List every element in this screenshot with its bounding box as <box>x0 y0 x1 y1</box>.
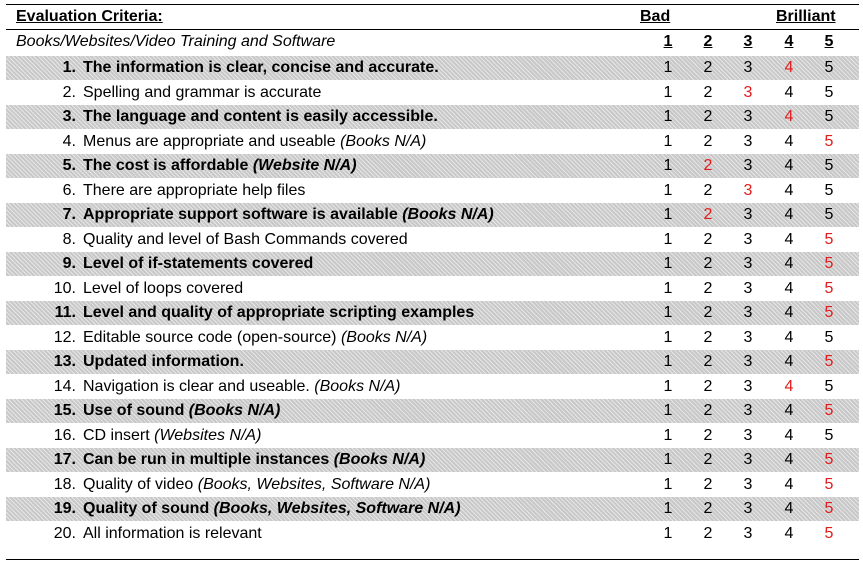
criterion-text <box>83 206 494 224</box>
score-option-3: 3 <box>743 304 753 321</box>
table-row <box>6 104 859 129</box>
score-option-5: 5 <box>824 353 834 370</box>
criterion-label: Editable source code (open-source) <box>83 328 337 346</box>
score-option-2: 2 <box>703 206 713 223</box>
table-row <box>6 374 859 399</box>
score-option-1: 1 <box>663 328 673 346</box>
table-row <box>6 447 859 472</box>
score-option-4: 4 <box>784 377 794 395</box>
score-option-4: 4 <box>784 59 794 76</box>
score-option-2: 2 <box>703 402 713 419</box>
score-option-5: 5 <box>824 157 834 174</box>
criterion-number: 15. <box>53 402 76 419</box>
score-option-4: 4 <box>784 524 794 542</box>
score-option-1: 1 <box>663 524 673 542</box>
table-row <box>6 202 859 227</box>
table-row <box>6 55 859 80</box>
criterion-text <box>83 402 280 420</box>
score-option-2: 2 <box>703 377 713 395</box>
score-option-2: 2 <box>703 304 713 321</box>
criterion-label: Can be run in multiple instances <box>83 451 330 468</box>
criterion-label: Level of if-statements covered <box>83 255 314 272</box>
score-option-1: 1 <box>663 500 673 517</box>
score-option-3: 3 <box>743 377 753 395</box>
criterion-label: Quality of sound <box>83 500 210 517</box>
score-option-1: 1 <box>663 132 673 150</box>
score-option-3: 3 <box>743 83 753 101</box>
scale-header-3: 3 <box>743 33 753 50</box>
criterion-text <box>83 59 439 77</box>
score-option-5: 5 <box>824 500 834 517</box>
score-option-4: 4 <box>784 108 794 125</box>
criterion-note: (Books N/A) <box>188 402 281 419</box>
scale-header-5: 5 <box>824 33 834 50</box>
score-option-1: 1 <box>663 83 673 101</box>
table-row <box>6 398 859 423</box>
score-option-4: 4 <box>784 475 794 493</box>
score-option-2: 2 <box>703 524 713 542</box>
score-option-1: 1 <box>663 402 673 419</box>
criterion-text <box>83 427 261 445</box>
criterion-number: 9. <box>62 255 76 272</box>
score-option-4: 4 <box>784 500 794 517</box>
score-option-5: 5 <box>824 59 834 76</box>
criterion-label: Quality of video <box>83 475 194 493</box>
score-option-4: 4 <box>784 426 794 444</box>
criterion-text <box>83 182 305 200</box>
score-option-1: 1 <box>663 59 673 76</box>
criterion-note: (Books N/A) <box>314 377 401 395</box>
score-option-2: 2 <box>703 328 713 346</box>
score-option-4: 4 <box>784 255 794 272</box>
score-option-5: 5 <box>824 426 834 444</box>
criterion-number: 20. <box>53 524 76 542</box>
table-row <box>6 80 859 105</box>
criterion-text <box>83 353 244 371</box>
table-row <box>6 496 859 521</box>
criteria-list <box>6 55 859 545</box>
criterion-number: 12. <box>53 328 76 346</box>
criterion-text <box>83 500 461 518</box>
score-option-1: 1 <box>663 157 673 174</box>
criterion-text <box>83 451 425 469</box>
criterion-number: 11. <box>54 304 76 321</box>
scale-header-4: 4 <box>784 33 794 50</box>
criterion-number: 10. <box>53 279 76 297</box>
criterion-label: Menus are appropriate and useable <box>83 132 336 150</box>
criterion-label: Quality and level of Bash Commands covered <box>83 230 408 248</box>
score-option-3: 3 <box>743 157 753 174</box>
bad-label: Bad <box>640 8 671 25</box>
score-option-2: 2 <box>703 132 713 150</box>
score-option-5: 5 <box>824 451 834 468</box>
table-row <box>6 300 859 325</box>
evaluation-table <box>6 4 859 560</box>
criterion-number: 6. <box>62 181 76 199</box>
score-option-3: 3 <box>743 230 753 248</box>
criterion-note: (Books, Websites, Software N/A) <box>213 500 461 517</box>
criterion-number: 17. <box>53 451 76 468</box>
table-row <box>6 251 859 276</box>
score-option-5: 5 <box>824 402 834 419</box>
criterion-text <box>83 476 430 494</box>
criterion-text <box>83 280 243 298</box>
score-option-5: 5 <box>824 475 834 493</box>
score-option-5: 5 <box>824 279 834 297</box>
score-option-5: 5 <box>824 206 834 223</box>
score-option-1: 1 <box>663 230 673 248</box>
criterion-number: 5. <box>62 157 76 174</box>
score-option-2: 2 <box>703 181 713 199</box>
score-option-4: 4 <box>784 402 794 419</box>
table-row <box>6 349 859 374</box>
score-option-1: 1 <box>663 181 673 199</box>
score-option-4: 4 <box>784 206 794 223</box>
scale-header-2: 2 <box>703 33 713 50</box>
score-option-2: 2 <box>703 255 713 272</box>
scale-header-1: 1 <box>663 33 673 50</box>
criterion-note: (Website N/A) <box>252 157 357 174</box>
score-option-5: 5 <box>824 524 834 542</box>
criterion-label: The cost is affordable <box>83 157 249 174</box>
score-option-2: 2 <box>703 451 713 468</box>
score-option-3: 3 <box>743 524 753 542</box>
table-row <box>6 325 859 350</box>
score-option-1: 1 <box>663 108 673 125</box>
criterion-note: (Books, Websites, Software N/A) <box>197 475 431 493</box>
score-option-1: 1 <box>663 304 673 321</box>
criterion-number: 16. <box>53 426 76 444</box>
score-option-3: 3 <box>743 59 753 76</box>
criterion-note: (Websites N/A) <box>154 426 262 444</box>
criterion-text <box>83 525 262 543</box>
table-row <box>6 178 859 203</box>
criterion-text <box>83 231 408 249</box>
score-option-4: 4 <box>784 157 794 174</box>
score-option-2: 2 <box>703 475 713 493</box>
criterion-label: There are appropriate help files <box>83 181 306 199</box>
score-option-5: 5 <box>824 181 834 199</box>
criterion-text <box>83 108 438 126</box>
score-option-4: 4 <box>784 83 794 101</box>
score-option-2: 2 <box>703 353 713 370</box>
criterion-number: 7. <box>62 206 76 223</box>
score-option-4: 4 <box>784 353 794 370</box>
score-option-3: 3 <box>743 353 753 370</box>
score-option-2: 2 <box>703 500 713 517</box>
criterion-number: 18. <box>53 475 76 493</box>
score-option-3: 3 <box>743 451 753 468</box>
score-option-1: 1 <box>663 353 673 370</box>
score-option-5: 5 <box>824 304 834 321</box>
score-option-3: 3 <box>743 108 753 125</box>
header-row-2 <box>6 30 859 54</box>
score-option-4: 4 <box>784 304 794 321</box>
criterion-number: 2. <box>62 83 76 101</box>
criterion-label: The information is clear, concise and accurate. <box>83 59 439 76</box>
score-option-1: 1 <box>663 426 673 444</box>
score-option-3: 3 <box>743 255 753 272</box>
criterion-number: 3. <box>62 108 76 125</box>
criterion-note: (Books N/A) <box>402 206 494 223</box>
criterion-note: (Books N/A) <box>333 451 426 468</box>
criterion-text <box>83 133 426 151</box>
criterion-text <box>83 255 313 273</box>
score-option-1: 1 <box>663 451 673 468</box>
score-option-5: 5 <box>824 108 834 125</box>
score-option-1: 1 <box>663 475 673 493</box>
criterion-number: 19. <box>53 500 76 517</box>
criterion-label: Level and quality of appropriate scripting examples <box>83 304 475 321</box>
score-option-2: 2 <box>703 108 713 125</box>
criterion-number: 13. <box>53 353 76 370</box>
score-option-3: 3 <box>743 402 753 419</box>
score-option-5: 5 <box>824 230 834 248</box>
score-option-3: 3 <box>743 206 753 223</box>
score-option-3: 3 <box>743 328 753 346</box>
brilliant-label: Brilliant <box>776 8 836 25</box>
score-option-4: 4 <box>784 181 794 199</box>
criterion-label: All information is relevant <box>83 524 262 542</box>
score-option-5: 5 <box>824 377 834 395</box>
table-row <box>6 227 859 252</box>
criterion-label: The language and content is easily accessible. <box>83 108 438 125</box>
criterion-label: Level of loops covered <box>83 279 244 297</box>
score-option-4: 4 <box>784 230 794 248</box>
score-option-3: 3 <box>743 279 753 297</box>
criterion-text <box>83 157 357 175</box>
criterion-text <box>83 304 474 322</box>
score-option-3: 3 <box>743 500 753 517</box>
criterion-label: Spelling and grammar is accurate <box>83 83 322 101</box>
score-option-5: 5 <box>824 328 834 346</box>
table-title: Evaluation Criteria: <box>16 8 163 25</box>
criterion-note: (Books N/A) <box>340 328 428 346</box>
criterion-label: Appropriate support software is available <box>83 206 398 223</box>
score-option-4: 4 <box>784 451 794 468</box>
criterion-text <box>83 329 427 347</box>
criterion-number: 1. <box>62 59 76 76</box>
score-option-3: 3 <box>743 475 753 493</box>
score-option-2: 2 <box>703 157 713 174</box>
table-row <box>6 153 859 178</box>
score-option-5: 5 <box>824 132 834 150</box>
criterion-label: Navigation is clear and useable. <box>83 377 310 395</box>
score-option-4: 4 <box>784 328 794 346</box>
table-row <box>6 129 859 154</box>
criterion-label: CD insert <box>83 426 150 444</box>
score-option-4: 4 <box>784 132 794 150</box>
criterion-text <box>83 378 401 396</box>
score-option-2: 2 <box>703 426 713 444</box>
score-option-3: 3 <box>743 181 753 199</box>
score-option-2: 2 <box>703 279 713 297</box>
score-option-1: 1 <box>663 279 673 297</box>
criterion-number: 4. <box>62 132 76 150</box>
score-option-2: 2 <box>703 230 713 248</box>
criterion-number: 14. <box>53 377 76 395</box>
score-option-5: 5 <box>824 83 834 101</box>
score-option-5: 5 <box>824 255 834 272</box>
score-option-3: 3 <box>743 426 753 444</box>
criterion-label: Use of sound <box>83 402 185 419</box>
table-row <box>6 472 859 497</box>
criterion-note: (Books N/A) <box>340 132 427 150</box>
score-option-2: 2 <box>703 59 713 76</box>
table-subtitle: Books/Websites/Video Training and Software <box>16 33 336 50</box>
table-row <box>6 521 859 546</box>
header-row-1 <box>6 5 859 30</box>
score-option-1: 1 <box>663 255 673 272</box>
score-option-1: 1 <box>663 377 673 395</box>
criterion-number: 8. <box>62 230 76 248</box>
table-row <box>6 423 859 448</box>
criterion-text <box>83 84 321 102</box>
criterion-label: Updated information. <box>83 353 244 370</box>
score-option-2: 2 <box>703 83 713 101</box>
score-option-3: 3 <box>743 132 753 150</box>
table-row <box>6 276 859 301</box>
score-option-4: 4 <box>784 279 794 297</box>
score-option-1: 1 <box>663 206 673 223</box>
